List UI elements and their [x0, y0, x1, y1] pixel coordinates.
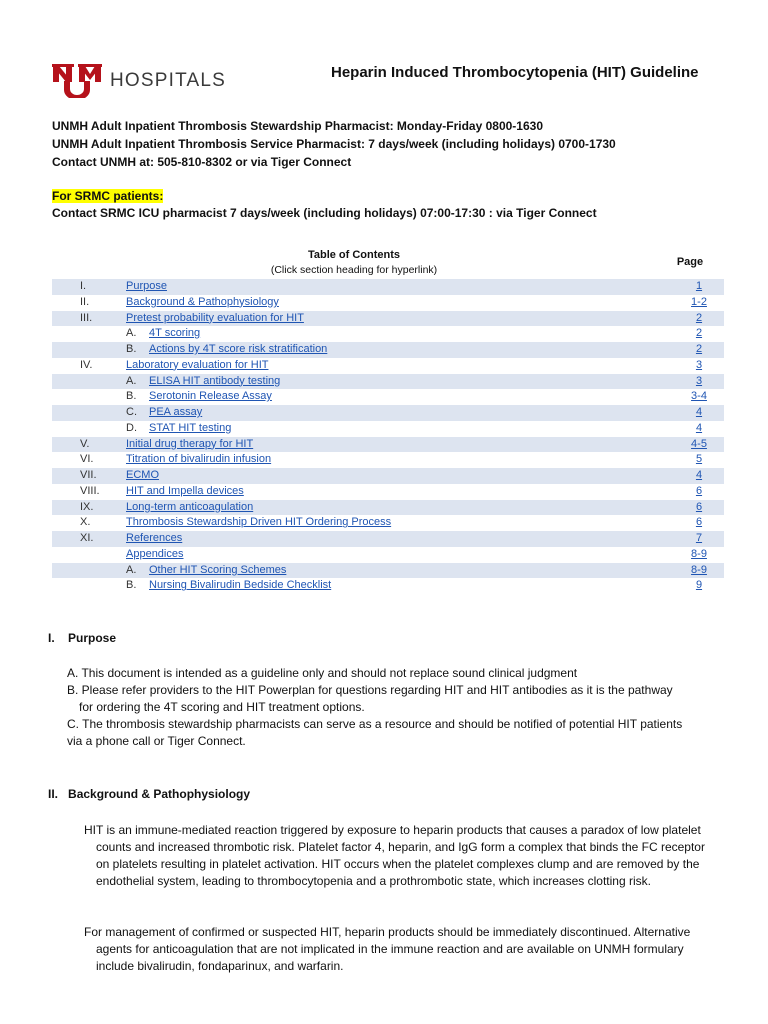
background-text-1: HIT is an immune-mediated reaction triggered by exposure to heparin products that causes a paradox of low platelet counts and increased thrombotic risk. Platelet factor 4, heparin, and IgG form a complex that binds the FC receptor on platelets resulting in platelet activation. HIT occurs when the platelet complexes clump and are removed by the endothelial system, leading to thrombocytopenia and a prothrombotic state, which increases clotting risk. [84, 823, 705, 888]
purpose-item-a: A. This document is intended as a guideline only and should not replace sound clinical judgment [67, 666, 578, 680]
toc-subsection-letter: A. [126, 563, 137, 576]
toc-page-link[interactable]: 6 [695, 516, 703, 529]
toc-subsection-letter: B. [126, 579, 137, 592]
background-paragraph-2 [84, 924, 720, 975]
toc-link[interactable]: Purpose [126, 280, 167, 292]
unm-logo-icon [52, 64, 102, 98]
table-of-contents [52, 279, 724, 594]
toc-link[interactable]: Initial drug therapy for HIT [126, 437, 254, 450]
background-text-2: For management of confirmed or suspected HIT, heparin products should be immediately discontinued. Alternative agents for anticoagulation that are not implicated in the immune reaction and are available on UNMH formulary include bivalirudin, fondaparinux, and warfarin. [84, 925, 691, 973]
toc-link[interactable]: Background & Pathophysiology [126, 295, 279, 308]
purpose-item-c: C. The thrombosis stewardship pharmacists can serve as a resource and should be notified of potential HIT patients via a phone call or Tiger Connect. [67, 717, 683, 748]
toc-row [52, 374, 724, 390]
toc-page-link[interactable]: 4 [695, 469, 703, 481]
contact-line-service: UNMH Adult Inpatient Thrombosis Service Pharmacist: 7 days/week (including holidays) 0700-1730 [52, 137, 616, 151]
toc-section-number: III. [80, 311, 93, 324]
toc-row [52, 531, 724, 547]
toc-page-link[interactable]: 8-9 [691, 563, 707, 576]
toc-row [52, 452, 724, 468]
toc-row [52, 358, 724, 374]
toc-subsection-letter: C. [126, 406, 137, 418]
srmc-heading [52, 189, 163, 203]
section-background-heading [48, 787, 250, 801]
section-title: Background & Pathophysiology [68, 787, 251, 801]
toc-row [52, 342, 724, 358]
toc-link[interactable]: Titration of bivalirudin infusion [126, 453, 272, 466]
toc-page-link[interactable]: 1 [695, 280, 703, 292]
toc-row [52, 389, 724, 405]
toc-page-link[interactable]: 2 [695, 327, 703, 340]
toc-link[interactable]: Actions by 4T score risk stratification [149, 343, 328, 355]
contact-line-phone: Contact UNMH at: 505-810-8302 or via Tiger Connect [52, 155, 352, 169]
toc-row [52, 563, 724, 579]
toc-link[interactable]: Appendices [126, 547, 184, 560]
toc-section-number: IX. [80, 500, 94, 513]
toc-link[interactable]: Laboratory evaluation for HIT [126, 358, 269, 371]
toc-page-link[interactable]: 5 [695, 453, 703, 466]
toc-subsection-letter: B. [126, 390, 137, 403]
toc-link[interactable]: Thrombosis Stewardship Driven HIT Ordering Process [126, 516, 392, 529]
document-title: Heparin Induced Thrombocytopenia (HIT) Guideline [331, 64, 699, 81]
section-number: II. [48, 787, 59, 801]
toc-link[interactable]: ECMO [126, 469, 159, 481]
toc-link[interactable]: 4T scoring [149, 327, 201, 340]
purpose-content [67, 665, 687, 750]
toc-row [52, 468, 724, 484]
toc-page-link[interactable]: 9 [695, 579, 703, 592]
toc-row [52, 437, 724, 453]
toc-page-link[interactable]: 4 [695, 406, 703, 418]
toc-link[interactable]: Nursing Bivalirudin Bedside Checklist [149, 579, 332, 592]
toc-subsection-letter: A. [126, 327, 137, 340]
toc-page-link[interactable]: 6 [695, 484, 703, 497]
srmc-heading-highlight: For SRMC patients: [52, 189, 164, 203]
toc-page-header: Page [676, 256, 704, 268]
toc-page-link[interactable]: 7 [695, 532, 703, 544]
toc-subtitle: (Click section heading for hyperlink) [270, 264, 438, 276]
toc-row [52, 311, 724, 327]
purpose-item-b: B. Please refer providers to the HIT Powerplan for questions regarding HIT and HIT antibodies as it is the pathway for ordering the 4T scoring and HIT treatment options. [67, 683, 673, 714]
toc-link[interactable]: HIT and Impella devices [126, 484, 244, 497]
contact-line-stewardship: UNMH Adult Inpatient Thrombosis Stewardship Pharmacist: Monday-Friday 0800-1630 [52, 119, 543, 133]
toc-link[interactable]: Long-term anticoagulation [126, 500, 254, 513]
toc-row [52, 484, 724, 500]
toc-title: Table of Contents [307, 249, 401, 261]
toc-page-link[interactable]: 4-5 [691, 437, 707, 450]
toc-page-link[interactable]: 2 [695, 311, 703, 324]
toc-row [52, 295, 724, 311]
toc-section-number: VIII. [80, 484, 100, 497]
toc-section-number: VI. [80, 453, 94, 466]
toc-link[interactable]: Other HIT Scoring Schemes [149, 563, 287, 576]
toc-page-link[interactable]: 4 [695, 421, 703, 434]
toc-link[interactable]: ELISA HIT antibody testing [149, 374, 281, 387]
toc-row [52, 578, 724, 594]
toc-link[interactable]: Serotonin Release Assay [149, 390, 272, 403]
toc-section-number: I. [80, 280, 87, 292]
toc-page-link[interactable]: 3-4 [691, 390, 707, 403]
toc-row [52, 421, 724, 437]
toc-page-link[interactable]: 2 [695, 343, 703, 355]
toc-section-number: II. [80, 295, 90, 308]
toc-page-link[interactable]: 8-9 [691, 547, 707, 560]
toc-section-number: IV. [80, 358, 93, 371]
toc-page-link[interactable]: 3 [695, 358, 703, 371]
toc-section-number: V. [80, 437, 90, 450]
toc-subsection-letter: B. [126, 343, 137, 355]
toc-link[interactable]: Pretest probability evaluation for HIT [126, 311, 304, 324]
toc-section-number: X. [80, 516, 91, 529]
toc-subsection-letter: D. [126, 421, 137, 434]
srmc-contact-line: Contact SRMC ICU pharmacist 7 days/week (including holidays) 07:00-17:30 : via Tiger Connect [52, 206, 597, 220]
toc-link[interactable]: References [126, 532, 183, 544]
toc-row [52, 279, 724, 295]
toc-row [52, 547, 724, 563]
toc-section-number: XI. [80, 532, 94, 544]
section-purpose-heading [48, 631, 116, 645]
toc-link[interactable]: STAT HIT testing [149, 421, 232, 434]
toc-section-number: VII. [80, 469, 97, 481]
toc-subsection-letter: A. [126, 374, 137, 387]
section-number: I. [48, 631, 55, 645]
toc-page-link[interactable]: 3 [695, 374, 703, 387]
unm-hospitals-logo [52, 64, 226, 98]
background-paragraph-1 [84, 822, 720, 890]
toc-row [52, 405, 724, 421]
logo-text: HOSPITALS [110, 70, 227, 91]
toc-page-link[interactable]: 6 [695, 500, 703, 513]
toc-row [52, 326, 724, 342]
toc-link[interactable]: PEA assay [149, 406, 203, 418]
section-title: Purpose [68, 631, 117, 645]
toc-page-link[interactable]: 1-2 [691, 295, 707, 308]
toc-row [52, 515, 724, 531]
toc-row [52, 500, 724, 516]
